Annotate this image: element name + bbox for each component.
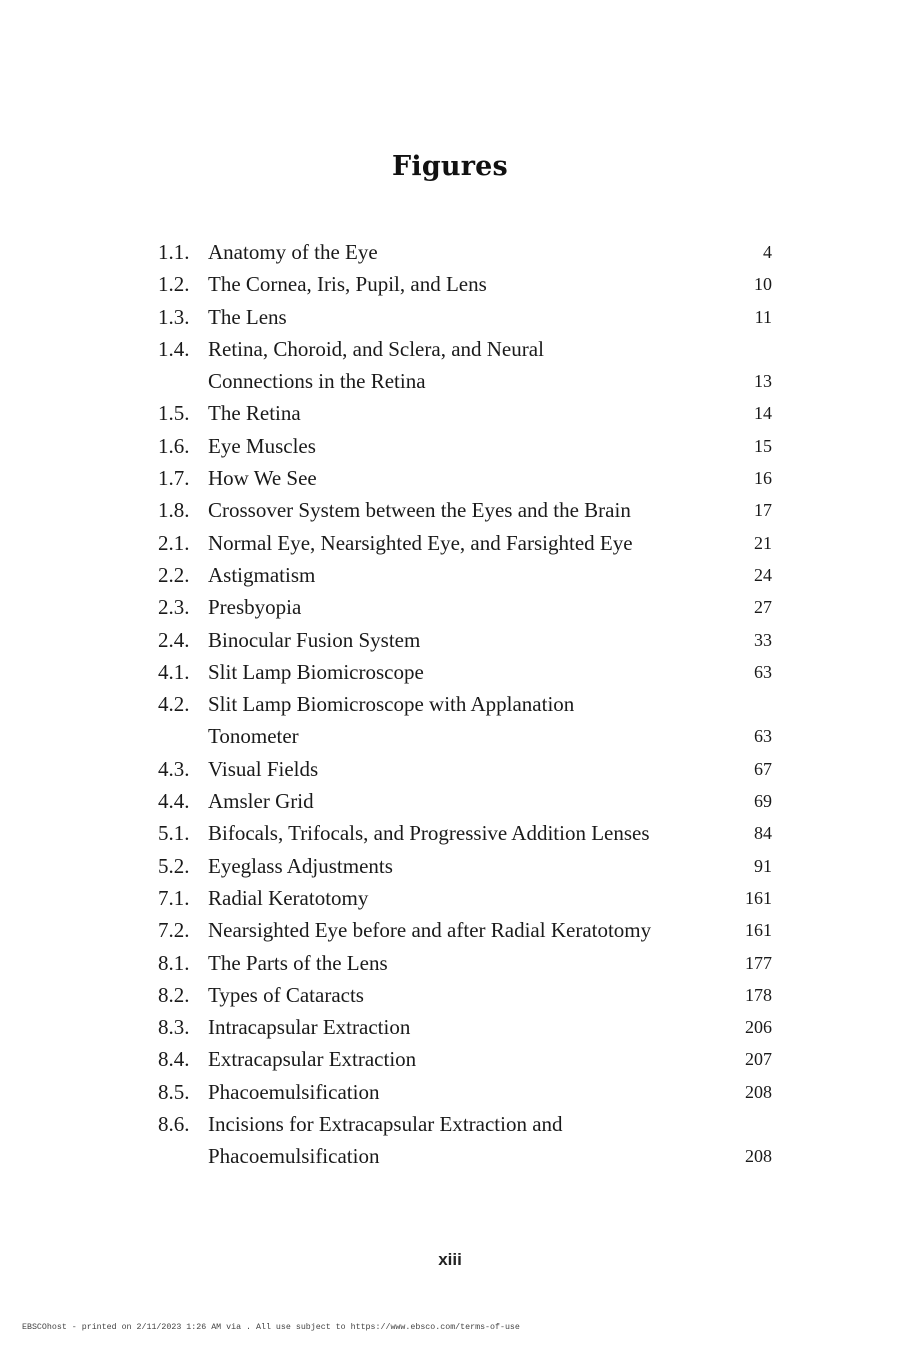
print-footer: EBSCOhost - printed on 2/11/2023 1:26 AM via . All use subject to https://www.ebsco.com/terms-of-use	[22, 1323, 520, 1332]
figure-title	[208, 397, 712, 429]
figure-title	[208, 914, 712, 946]
figure-entry	[158, 494, 772, 526]
figure-page-number: 10	[754, 274, 772, 295]
figure-number: 5.2.	[158, 853, 190, 878]
figure-entry	[158, 850, 772, 882]
figure-title-line: Binocular Fusion System	[208, 627, 421, 652]
figure-entry	[158, 656, 772, 688]
figure-page-number: 16	[754, 468, 772, 489]
figure-entry	[158, 462, 772, 494]
figure-title	[208, 753, 712, 785]
figure-title-line: Crossover System between the Eyes and the Brain	[208, 498, 631, 523]
figure-entry	[158, 624, 772, 656]
figure-entry	[158, 882, 772, 914]
figure-title-line: Anatomy of the Eye	[208, 240, 378, 264]
figure-page-number: 206	[745, 1017, 772, 1038]
figure-page-number: 208	[745, 1081, 772, 1102]
figure-number: 1.1.	[158, 240, 190, 264]
figure-title	[208, 559, 712, 591]
figure-page-number: 24	[754, 564, 772, 585]
page-title: Figures	[392, 151, 508, 183]
figure-entry	[158, 1011, 772, 1043]
figure-title	[208, 1108, 712, 1173]
figure-title-line: Radial Keratotomy	[208, 885, 369, 910]
figure-number: 1.6.	[158, 433, 190, 458]
figure-entry	[158, 1043, 772, 1075]
figure-title	[208, 850, 712, 882]
figure-title	[208, 1011, 712, 1043]
page-number: xiii	[438, 1250, 462, 1269]
figure-number: 1.3.	[158, 304, 190, 329]
figure-page-number: 67	[754, 758, 772, 779]
figure-entry	[158, 333, 772, 398]
figure-title-line: The Retina	[208, 401, 301, 426]
figure-number: 1.4.	[158, 336, 190, 361]
figure-number: 5.1.	[158, 821, 190, 846]
figure-number: 8.6.	[158, 1112, 190, 1137]
figure-title-line: Connections in the Retina	[208, 369, 426, 394]
figure-title	[208, 947, 712, 979]
figure-page-number: 11	[754, 306, 772, 327]
figure-number: 7.2.	[158, 918, 190, 943]
figure-entry	[158, 914, 772, 946]
figure-number: 8.5.	[158, 1079, 190, 1104]
figure-number: 2.4.	[158, 627, 190, 652]
figure-title-line: Slit Lamp Biomicroscope	[208, 659, 424, 684]
figure-entry	[158, 753, 772, 785]
figure-entry	[158, 1108, 772, 1173]
figure-title	[208, 236, 712, 268]
figure-page-number: 207	[745, 1049, 772, 1070]
figure-page-number: 178	[745, 984, 772, 1005]
figure-list	[158, 236, 772, 1173]
figure-title-line: Types of Cataracts	[208, 982, 364, 1007]
figure-entry	[158, 817, 772, 849]
figure-title-line: Presbyopia	[208, 595, 302, 620]
figure-title-line: Incisions for Extracapsular Extraction and	[208, 1112, 563, 1137]
figure-title-line: The Cornea, Iris, Pupil, and Lens	[208, 272, 487, 297]
figure-number: 4.2.	[158, 692, 190, 717]
figure-title	[208, 979, 712, 1011]
figure-title	[208, 817, 712, 849]
figure-number: 8.3.	[158, 1015, 190, 1040]
figure-title-line: Amsler Grid	[208, 789, 314, 814]
figure-title-line: Tonometer	[208, 724, 299, 749]
figure-title	[208, 591, 712, 623]
figure-entry	[158, 979, 772, 1011]
figure-entry	[158, 268, 772, 300]
figure-page-number: 161	[745, 887, 772, 908]
figure-page-number: 63	[754, 661, 772, 682]
figure-title	[208, 656, 712, 688]
figure-title	[208, 462, 712, 494]
figure-page-number: 21	[754, 532, 772, 553]
figure-number: 1.8.	[158, 498, 190, 523]
figure-entry	[158, 236, 772, 268]
figure-title	[208, 882, 712, 914]
figure-number: 4.4.	[158, 789, 190, 814]
figure-number: 4.1.	[158, 659, 190, 684]
figure-entry	[158, 397, 772, 429]
figure-title-line: Intracapsular Extraction	[208, 1015, 411, 1040]
figure-title	[208, 527, 712, 559]
figure-title-line: Slit Lamp Biomicroscope with Applanation	[208, 692, 575, 717]
figure-page-number: 69	[754, 791, 772, 812]
figure-title	[208, 268, 712, 300]
figure-number: 1.5.	[158, 401, 190, 426]
figure-page-number: 161	[745, 920, 772, 941]
figure-title	[208, 494, 712, 526]
figure-title-line: Retina, Choroid, and Sclera, and Neural	[208, 336, 544, 361]
figure-page-number: 15	[754, 435, 772, 456]
figure-title-line: Normal Eye, Nearsighted Eye, and Farsighted Eye	[208, 530, 633, 555]
figure-number: 4.3.	[158, 756, 190, 781]
figure-entry	[158, 559, 772, 591]
figure-entry	[158, 591, 772, 623]
figure-entry	[158, 785, 772, 817]
figure-entry	[158, 430, 772, 462]
figure-page-number: 63	[754, 726, 772, 747]
figure-number: 8.4.	[158, 1047, 190, 1072]
figure-title	[208, 430, 712, 462]
figure-page-number: 177	[745, 952, 772, 973]
figure-entry	[158, 527, 772, 559]
figure-entry	[158, 947, 772, 979]
figure-number: 8.2.	[158, 982, 190, 1007]
figure-title	[208, 688, 712, 753]
figure-title-line: Eyeglass Adjustments	[208, 853, 393, 878]
figure-title-line: Visual Fields	[208, 756, 319, 781]
figure-entry	[158, 301, 772, 333]
figure-page-number: 4	[763, 242, 772, 262]
figure-entry	[158, 688, 772, 753]
figure-title	[208, 333, 712, 398]
figure-title-line: Nearsighted Eye before and after Radial Keratotomy	[208, 918, 652, 943]
figure-title	[208, 1043, 712, 1075]
figure-entry	[158, 1076, 772, 1108]
figure-page-number: 208	[745, 1146, 772, 1167]
figure-page-number: 84	[754, 823, 772, 844]
figure-title	[208, 624, 712, 656]
figure-number: 7.1.	[158, 885, 190, 910]
figure-title-line: Bifocals, Trifocals, and Progressive Addition Lenses	[208, 821, 650, 846]
figure-number: 2.2.	[158, 562, 190, 587]
figure-title	[208, 301, 712, 333]
figure-title-line: The Parts of the Lens	[208, 950, 388, 975]
figure-number: 2.1.	[158, 530, 190, 555]
figure-title-line: The Lens	[208, 304, 287, 329]
figure-page-number: 13	[754, 371, 772, 392]
figure-title-line: Eye Muscles	[208, 433, 316, 458]
figure-number: 1.7.	[158, 466, 190, 491]
figure-page-number: 17	[754, 500, 772, 521]
figure-page-number: 91	[754, 855, 772, 876]
figure-number: 1.2.	[158, 272, 190, 297]
figure-title	[208, 1076, 712, 1108]
figure-number: 2.3.	[158, 595, 190, 620]
figure-number: 8.1.	[158, 950, 190, 975]
figure-title-line: Phacoemulsification	[208, 1144, 380, 1169]
figure-page-number: 14	[754, 403, 772, 424]
figure-title-line: Phacoemulsification	[208, 1079, 380, 1104]
figure-title	[208, 785, 712, 817]
figure-page-number: 27	[754, 597, 772, 618]
figure-title-line: Astigmatism	[208, 562, 316, 587]
figure-title-line: How We See	[208, 466, 317, 491]
figure-page-number: 33	[754, 629, 772, 650]
figure-title-line: Extracapsular Extraction	[208, 1047, 417, 1072]
